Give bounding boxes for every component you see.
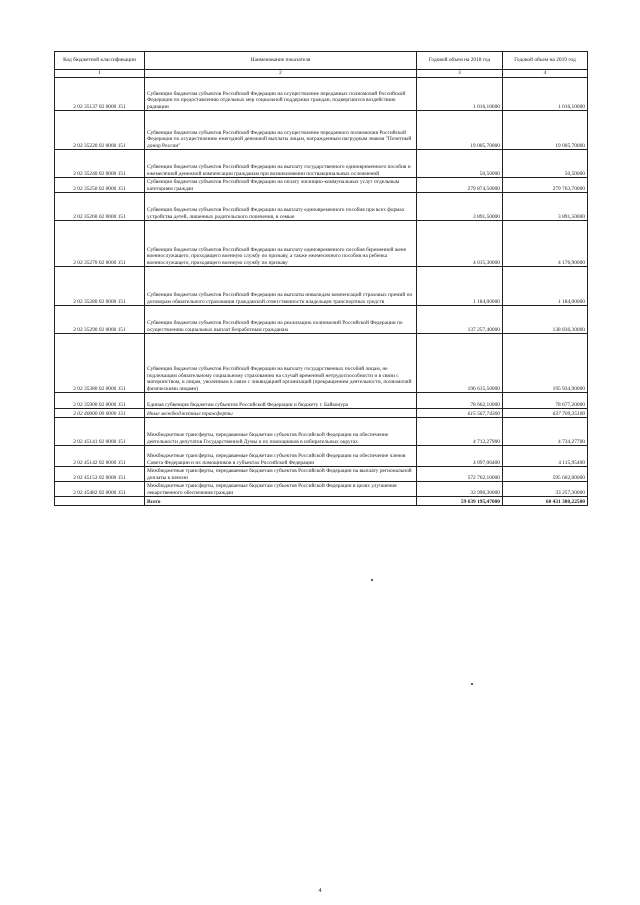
cell-value-2018: 19 005,70000 <box>417 111 503 150</box>
cell-code: 2 02 35260 02 0000 151 <box>55 193 145 221</box>
cell-value-2018: 33 996,30000 <box>417 482 503 497</box>
header-name: Наименование показателя <box>145 52 417 70</box>
cell-value-2018: 279 874,50000 <box>417 178 503 193</box>
cell-name: Субвенции бюджетам субъектов Российской Федерации на выплату государственных пособий лицам, не подлежащим обязательному социальному страхованию на случай временной нетрудоспособности и в связи с материнством, и лицам, уволенным в связи с ликвидацией организаций (прекращением деятельности, полномочий физическими лицами) <box>145 334 417 393</box>
cell-value-2018: 196 615,50000 <box>417 334 503 393</box>
cell-value-2019: 595 602,00000 <box>503 467 588 482</box>
table-row <box>55 221 588 267</box>
cell-value-2018: 4 712,27900 <box>417 418 503 446</box>
cell-name: Межбюджетные трансферты, передаваемые бюджетам субъектов Российской Федерации на обеспечение деятельности депутатов Государственной Думы и их помощников в избирательных округах <box>145 418 417 446</box>
table-row <box>55 393 588 409</box>
cell-value-2019: 50,50000 <box>503 150 588 178</box>
cell-value-2018: 572 762,10000 <box>417 467 503 482</box>
cell-value-2019: 4 176,90000 <box>503 221 588 267</box>
cell-value-2019: 33 257,30000 <box>503 482 588 497</box>
cell-name: Субвенции бюджетам субъектов Российской Федерации на осуществление переданных полномочий Российской Федерации по предоставлению отдельных мер социальной поддержки граждан, подвергшихся воздействию радиации <box>145 78 417 111</box>
column-number: 1 <box>55 70 145 78</box>
cell-value-2019: 1 184,00000 <box>503 267 588 306</box>
cell-value-2019: 1 016,10000 <box>503 78 588 111</box>
page-number: 4 <box>318 888 322 894</box>
cell-name: Иные межбюджетные трансферты <box>145 409 417 418</box>
cell-value-2018: 3 891,50000 <box>417 193 503 221</box>
cell-name: Всего <box>145 497 417 506</box>
cell-value-2018: 50,50000 <box>417 150 503 178</box>
table-row <box>55 497 588 506</box>
table-row <box>55 418 588 446</box>
table-row <box>55 306 588 334</box>
header-2019: Годовой объем на 2019 год <box>503 52 588 70</box>
cell-code: 2 02 35380 02 0000 151 <box>55 334 145 393</box>
cell-code: 2 02 35290 02 0000 151 <box>55 306 145 334</box>
cell-value-2019: 78 677,20000 <box>503 393 588 409</box>
header-code: Код бюджетной классификации <box>55 52 145 70</box>
cell-value-2019: 4 115,95400 <box>503 446 588 467</box>
cell-code: 2 02 45141 02 0000 151 <box>55 418 145 446</box>
column-number-row <box>55 70 588 78</box>
column-number: 2 <box>145 70 417 78</box>
cell-value-2018: 137 257,40000 <box>417 306 503 334</box>
table-row <box>55 409 588 418</box>
table-row <box>55 446 588 467</box>
scan-speck <box>371 579 373 581</box>
column-number: 4 <box>503 70 588 78</box>
cell-name: Межбюджетные трансферты, передаваемые бюджетам субъектов Российской Федерации в целях улучшения лекарственного обеспечения граждан <box>145 482 417 497</box>
table-row <box>55 111 588 150</box>
cell-name: Межбюджетные трансферты, передаваемые бюджетам субъектов Российской Федерации на выплату региональной доплаты к пенсии <box>145 467 417 482</box>
table-row <box>55 78 588 111</box>
cell-value-2019: 637 709,35100 <box>503 409 588 418</box>
table-row <box>55 482 588 497</box>
cell-value-2018: 4 015,30000 <box>417 221 503 267</box>
cell-value-2019: 4 734,27700 <box>503 418 588 446</box>
cell-value-2018: 59 639 195,47000 <box>417 497 503 506</box>
scan-speck <box>471 683 473 685</box>
cell-name: Субвенции бюджетам субъектов Российской Федерации на выплату единовременного пособия беременной жене военнослужащего, проходящего военную службу по призыву, а также ежемесячного пособия на ребенка военнослужащего, проходящего военную службу по призыву <box>145 221 417 267</box>
cell-name: Субвенции бюджетам субъектов Российской Федерации на выплату единовременного пособия при всех формах устройства детей, лишенных родительского попечения, в семью <box>145 193 417 221</box>
cell-name: Субвенции бюджетам субъектов Российской Федерации на выплаты инвалидам компенсаций страховых премий по договорам обязательного страхования гражданской ответственности владельцев транспортных средств <box>145 267 417 306</box>
cell-name: Субвенции бюджетам субъектов Российской Федерации на осуществление переданного полномочия Российской Федерации по осуществлению ежегодной денежной выплаты лицам, награжденным нагрудным знаком "Почетный донор России" <box>145 111 417 150</box>
cell-value-2018: 1 016,10600 <box>417 78 503 111</box>
column-number: 3 <box>417 70 503 78</box>
cell-code: 2 02 35250 02 0000 151 <box>55 178 145 193</box>
cell-code: 2 02 45482 02 0000 151 <box>55 482 145 497</box>
cell-name: Субвенции бюджетам субъектов Российской Федерации на оплату жилищно-коммунальных услуг отдельным категориям граждан <box>145 178 417 193</box>
table-row <box>55 467 588 482</box>
cell-code: 2 02 35220 02 0000 151 <box>55 111 145 150</box>
cell-name: Межбюджетные трансферты, передаваемые бюджетам субъектов Российской Федерации на обеспечение членов Совета Федерации и их помощников в субъектах Российской Федерации <box>145 446 417 467</box>
table-row <box>55 193 588 221</box>
cell-value-2019: 60 431 380,22500 <box>503 497 588 506</box>
cell-value-2019: 3 891,50000 <box>503 193 588 221</box>
cell-code: 2 02 45142 02 0000 151 <box>55 446 145 467</box>
cell-code: 2 02 35900 02 0000 151 <box>55 393 145 409</box>
table-row <box>55 334 588 393</box>
table-body <box>55 78 588 506</box>
cell-name: Субвенции бюджетам субъектов Российской Федерации на выплату государственного единовременного пособия и ежемесячной денежной компенсации гражданам при возникновении поствакцинальных осложнений <box>145 150 417 178</box>
budget-table <box>54 51 588 506</box>
cell-code: 2 02 45153 02 0000 151 <box>55 467 145 482</box>
cell-value-2019: 195 934,90000 <box>503 334 588 393</box>
cell-value-2018: 78 662,10000 <box>417 393 503 409</box>
cell-name: Субвенции бюджетам субъектов Российской Федерации на реализацию полномочий Российской Федерации по осуществлению социальных выплат безработным гражданам <box>145 306 417 334</box>
header-row <box>55 52 588 70</box>
cell-name: Единая субвенция бюджетам субъектов Российской Федерации и бюджету г. Байконура <box>145 393 417 409</box>
cell-value-2018: 4 097,06400 <box>417 446 503 467</box>
table-row <box>55 267 588 306</box>
cell-code <box>55 497 145 506</box>
cell-code: 2 02 40000 00 0000 151 <box>55 409 145 418</box>
cell-code: 2 02 35137 02 0000 151 <box>55 78 145 111</box>
cell-value-2019: 138 836,30000 <box>503 306 588 334</box>
cell-code: 2 02 35240 02 0000 151 <box>55 150 145 178</box>
cell-code: 2 02 35280 02 0000 151 <box>55 267 145 306</box>
table-row <box>55 178 588 193</box>
cell-code: 2 02 35270 02 0000 151 <box>55 221 145 267</box>
table-row <box>55 150 588 178</box>
cell-value-2018: 1 184,00000 <box>417 267 503 306</box>
cell-value-2018: 615 567,74300 <box>417 409 503 418</box>
cell-value-2019: 19 005,70000 <box>503 111 588 150</box>
header-2018: Годовой объем на 2018 год <box>417 52 503 70</box>
cell-value-2019: 279 763,70000 <box>503 178 588 193</box>
